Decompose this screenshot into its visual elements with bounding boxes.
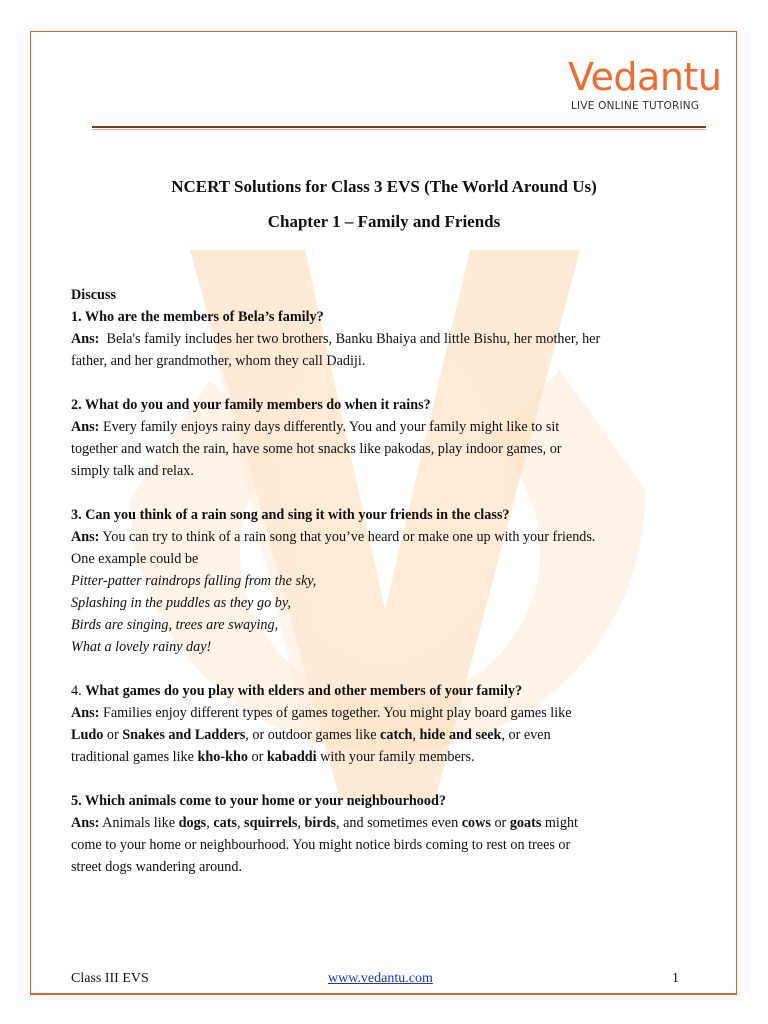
footer-class-label: Class III EVS [71,971,149,986]
answer-4-line: Ludo or Snakes and Ladders, or outdoor games like catch, hide and seek, or even [71,727,551,743]
answer-2-line: simply talk and relax. [71,463,194,479]
question-2: 2. What do you and your family members do when it rains? [71,397,431,413]
poem-line: What a lovely rainy day! [71,639,212,655]
answer-5-line: street dogs wandering around. [71,859,242,875]
footer-website-link[interactable]: www.vedantu.com [328,971,433,986]
poem-line: Pitter-patter raindrops falling from the sky, [71,573,317,589]
question-3: 3. Can you think of a rain song and sing it with your friends in the class? [71,507,510,523]
answer-label: Ans: [71,529,100,545]
answer-4-line: Ans: Families enjoy different types of games together. You might play board games like [71,705,572,721]
logo-tagline: LIVE ONLINE TUTORING [571,100,700,112]
answer-label: Ans: [71,419,100,435]
document-title: NCERT Solutions for Class 3 EVS (The World Around Us) [171,177,597,196]
question-4: 4. What games do you play with elders and other members of your family? [71,683,523,699]
answer-3-line: Ans: You can try to think of a rain song that you’ve heard or make one up with your friends. [71,529,596,545]
answer-label: Ans: [71,705,100,721]
chapter-title: Chapter 1 – Family and Friends [267,212,501,231]
answer-2-line: together and watch the rain, have some hot snacks like pakodas, play indoor games, or [71,441,562,457]
question-5: 5. Which animals come to your home or your neighbourhood? [71,793,446,809]
answer-4-line: traditional games like kho-kho or kabaddi with your family members. [71,749,475,765]
answer-1-line: father, and her grandmother, whom they call Dadiji. [71,353,366,369]
poem-line: Birds are singing, trees are swaying, [71,617,279,633]
answer-label: Ans: [71,331,100,347]
answer-2-line: Ans: Every family enjoys rainy days differently. You and your family might like to sit [71,419,560,435]
header-rule [92,126,706,130]
content [71,284,691,878]
answer-1-line: Ans: Bela's family includes her two brothers, Banku Bhaiya and little Bishu, her mother, her [71,331,601,347]
question-1: 1. Who are the members of Bela’s family? [71,309,324,325]
answer-label: Ans: [71,815,100,831]
page-number: 1 [672,971,679,986]
answer-5-line: come to your home or neighbourhood. You might notice birds coming to rest on trees or [71,837,571,853]
vedantu-logo [568,50,722,120]
section-heading: Discuss [71,287,116,303]
poem-line: Splashing in the puddles as they go by, [71,595,291,611]
answer-5-line: Ans: Animals like dogs, cats, squirrels, birds, and sometimes even cows or goats might [71,815,578,831]
answer-3-line: One example could be [71,551,199,567]
logo-wordmark: Vedantu [568,55,722,99]
